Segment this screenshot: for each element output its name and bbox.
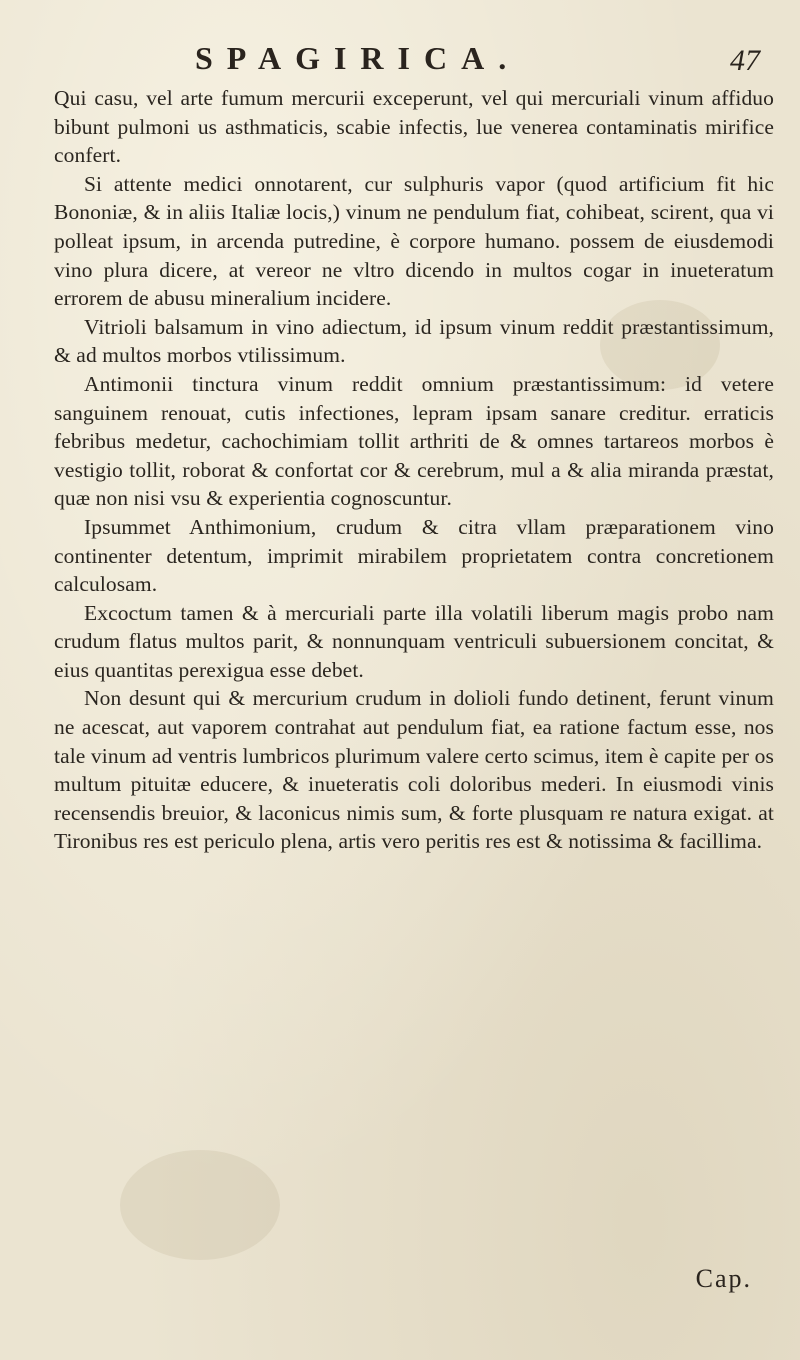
page-number: 47 xyxy=(730,44,760,77)
paragraph: Si attente medici onnotarent, cur sulphuris vapor (quod artificium fit hic Bononiæ, & in aliis Italiæ locis,) vinum ne pendulum fiat, cohibeat, scirent, qua vi polleat ipsum, in arcenda putredine, è corpore humano. possem de eiusdemodi vino plura dicere, at vereor ne vltro dicendo in multos cogar in inueteratum errorem de abusu mineralium incidere. xyxy=(54,171,774,311)
body-text xyxy=(54,84,774,856)
paragraph: Excoctum tamen & à mercuriali parte illa volatili liberum magis probo nam crudum flatus multos parit, & nonnunquam ventriculi subuersionem concitat, & eius quantitas perexigua esse debet. xyxy=(54,600,774,682)
paragraph: Qui casu, vel arte fumum mercurii exceperunt, vel qui mercuriali vinum affiduo bibunt pulmoni us asthmaticis, scabie infectis, lue venerea contaminatis mirifice confert. xyxy=(54,86,774,168)
page-header xyxy=(0,40,800,80)
paragraph: Vitrioli balsamum in vino adiectum, id ipsum vinum reddit præstantissimum, & ad multos morbos vtilissimum. xyxy=(54,314,774,368)
paragraph: Ipsummet Anthimonium, crudum & citra vllam præparationem vino continenter detentum, imprimit mirabilem proprietatem contra concretionem calculosam. xyxy=(54,514,774,597)
paragraph: Antimonii tinctura vinum reddit omnium præstantissimum: id vetere sanguinem renouat, cutis infectiones, lepram ipsam sanare creditur. erraticis febribus medetur, cachochimiam tollit arthriti de & omnes tartareos morbos è vestigio tollit, roborat & confortat cor & cerebrum, mul a & alia miranda præstat, quæ non nisi vsu & experientia cognoscuntur. xyxy=(54,371,774,511)
paper-stain xyxy=(120,1150,280,1260)
catchword: Cap. xyxy=(695,1264,752,1293)
paragraph: Non desunt qui & mercurium crudum in dolioli fundo detinent, ferunt vinum ne acescat, aut vaporem contrahat aut pendulum fiat, ea ratione factum esse, nos tale vinum ad ventris lumbricos plurimum valere certo scimus, item è capite per os multum pituitæ educere, & inueteratis coli doloribus mederi. In eiusmodi vinis recensendis breuior, & laconicus nimis sum, & forte plusquam re natura exigat. at Tironibus res est periculo plena, artis vero peritis res est & notissima & facillima. xyxy=(54,686,774,854)
running-head: SPAGIRICA. xyxy=(195,40,521,76)
